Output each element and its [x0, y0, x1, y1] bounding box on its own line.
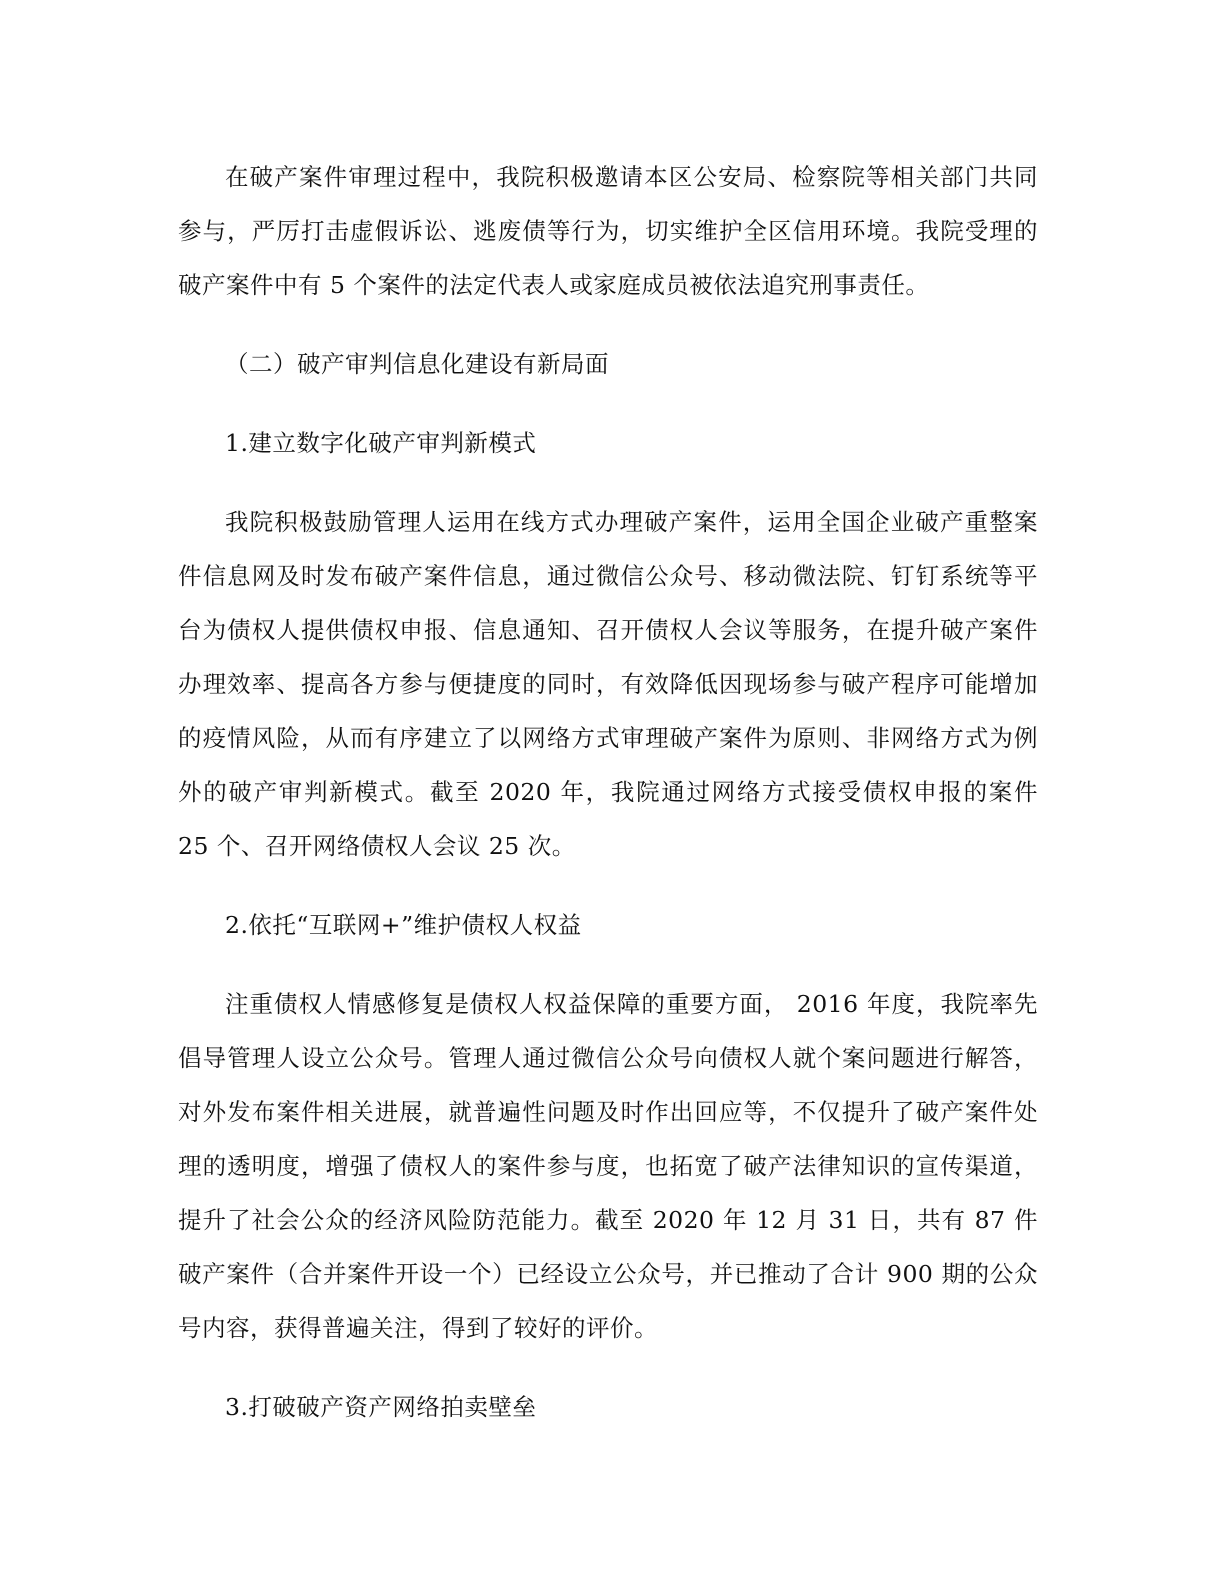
subheading-internet-plus: 2.依托“互联网+”维护债权人权益 [225, 911, 582, 939]
paragraph-criminal-liability: 在破产案件审理过程中，我院积极邀请本区公安局、检察院等相关部门共同参与，严厉打击虚假诉讼、逃废债等行为，切实维护全区信用环境。我院受理的破产案件中有 5 个案件的法定代表人或家庭成员被依法追究刑事责任。 [178, 163, 1038, 299]
section-heading-informatization: （二）破产审判信息化建设有新局面 [225, 350, 609, 378]
subheading-digital-trial-mode: 1.建立数字化破产审判新模式 [225, 429, 537, 457]
subheading-online-auction: 3.打破破产资产网络拍卖壁垒 [225, 1393, 537, 1421]
document-body [178, 150, 1038, 1434]
paragraph-public-accounts: 注重债权人情感修复是债权人权益保障的重要方面， 2016 年度，我院率先倡导管理人设立公众号。管理人通过微信公众号向债权人就个案问题进行解答，对外发布案件相关进展，就普遍性问题及时作出回应等，不仅提升了破产案件处理的透明度，增强了债权人的案件参与度，也拓宽了破产法律知识的宣传渠道，提升了社会公众的经济风险防范能力。截至 2020 年 12 月 31 日，共有 87 件破产案件（合并案件开设一个）已经设立公众号，并已推动了合计 900 期的公众号内容，获得普遍关注，得到了较好的评价。 [178, 990, 1038, 1342]
paragraph-online-handling: 我院积极鼓励管理人运用在线方式办理破产案件，运用全国企业破产重整案件信息网及时发布破产案件信息，通过微信公众号、移动微法院、钉钉系统等平台为债权人提供债权申报、信息通知、召开债权人会议等服务，在提升破产案件办理效率、提高各方参与便捷度的同时，有效降低因现场参与破产程序可能增加的疫情风险，从而有序建立了以网络方式审理破产案件为原则、非网络方式为例外的破产审判新模式。截至 2020 年，我院通过网络方式接受债权申报的案件 25 个、召开网络债权人会议 25 次。 [178, 508, 1038, 860]
